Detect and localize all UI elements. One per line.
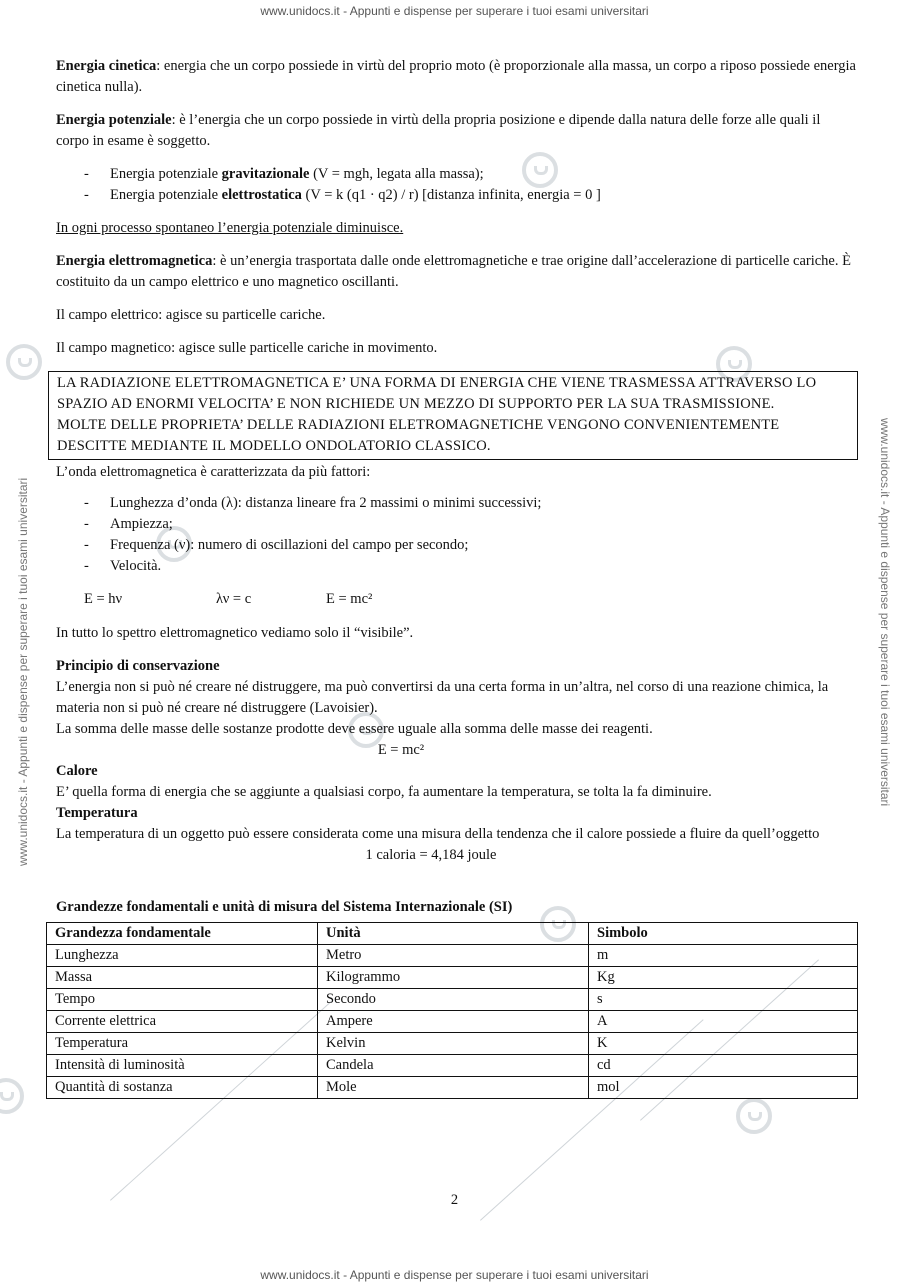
item-text: (V = mgh, legata alla massa); <box>309 166 484 182</box>
paragraph-spettro: In tutto lo spettro elettromagnetico vediamo solo il “visibile”. <box>56 625 414 641</box>
table-cell: Mole <box>318 1077 589 1099</box>
item-bold: elettrostatica <box>221 187 302 203</box>
table-cell: mol <box>589 1077 858 1099</box>
list-energia-potenziale <box>56 164 856 206</box>
table-row <box>47 1055 858 1077</box>
item-text: (V = k (q1 · q2) / r) [distanza infinita, energia = 0 ] <box>301 187 601 203</box>
table-cell: Metro <box>318 945 589 967</box>
document-body <box>56 56 856 1099</box>
page-number: 2 <box>450 1192 459 1208</box>
item-text: Energia potenziale <box>110 187 222 203</box>
formula-einstein: E = mc² <box>326 591 373 607</box>
watermark-logo-icon <box>0 1078 24 1114</box>
list-item: - Frequenza (ν): numero di oscillazioni del campo per secondo; <box>56 535 856 556</box>
heading-conservazione: Principio di conservazione <box>56 658 220 674</box>
table-row <box>47 989 858 1011</box>
list-item: - Velocità. <box>56 556 856 577</box>
heading-calore: Calore <box>56 763 98 779</box>
table-cell: Ampere <box>318 1011 589 1033</box>
table-cell: Intensità di luminosità <box>47 1055 318 1077</box>
paragraph-energia-elettromagnetica <box>56 251 856 293</box>
text-energia-elettromagnetica: : è un’energia trasportata dalle onde elettromagnetiche e trae origine dall’accelerazione di particelle cariche. È costituito da un campo elettrico e uno magnetico oscillanti. <box>56 253 851 290</box>
table-header-row <box>47 923 858 945</box>
boxed-note-line: MOLTE DELLE PROPRIETA’ DELLE RADIAZIONI ELETROMAGNETICHE VENGONO CONVENIENTEMENTE DESCITTE MEDIANTE IL MODELLO ONDOLATORIO CLASSICO. <box>57 417 780 454</box>
table-cell: Candela <box>318 1055 589 1077</box>
table-cell: Kg <box>589 967 858 989</box>
table-cell: s <box>589 989 858 1011</box>
table-row <box>47 967 858 989</box>
column-header: Grandezza fondamentale <box>47 923 318 945</box>
table-cell: Tempo <box>47 989 318 1011</box>
formula-caloria: 1 caloria = 4,184 joule <box>365 847 497 863</box>
column-header: Unità <box>318 923 589 945</box>
text-energia-cinetica: : energia che un corpo possiede in virtù del proprio moto (è proporzionale alla massa, un corpo a riposo possiede energia cinetica nulla). <box>56 58 856 95</box>
item-text: Energia potenziale <box>110 166 222 182</box>
column-header: Simbolo <box>589 923 858 945</box>
list-onda-fattori <box>56 493 856 577</box>
si-units-table <box>46 922 858 1099</box>
watermark-footer: www.unidocs.it - Appunti e dispense per superare i tuoi esami universitari <box>260 1268 649 1282</box>
table-row <box>47 1033 858 1055</box>
paragraph-campo-magnetico: Il campo magnetico: agisce sulle particelle cariche in movimento. <box>56 340 438 356</box>
table-cell: Quantità di sostanza <box>47 1077 318 1099</box>
formula-row <box>56 589 856 611</box>
table-cell: Lunghezza <box>47 945 318 967</box>
list-item: - Lunghezza d’onda (λ): distanza lineare fra 2 massimi o minimi successivi; <box>56 493 856 514</box>
boxed-note-line: LA RADIAZIONE ELETTROMAGNETICA E’ UNA FORMA DI ENERGIA CHE VIENE TRASMESSA ATTRAVERSO LO SPAZIO AD ENORMI VELOCITA’ E NON RICHIEDE UN MEZZO DI SUPPORTO PER LA SUA TRASMISSIONE. <box>57 375 817 412</box>
list-item <box>56 164 856 185</box>
table-cell: cd <box>589 1055 858 1077</box>
table-row <box>47 945 858 967</box>
paragraph-conservazione: L’energia non si può né creare né distruggere, ma può convertirsi da una certa forma in un’altra, nel corso di una reazione chimica, la materia non si può né creare né distruggere (Lavoisier). <box>56 679 829 716</box>
boxed-note <box>48 371 858 460</box>
formula-conservazione: E = mc² <box>377 742 425 758</box>
table-cell: m <box>589 945 858 967</box>
heading-si: Grandezze fondamentali e unità di misura del Sistema Internazionale (SI) <box>56 899 513 915</box>
list-item <box>56 185 856 206</box>
paragraph-energia-cinetica <box>56 56 856 98</box>
term-energia-potenziale: Energia potenziale <box>56 112 172 128</box>
table-cell: Temperatura <box>47 1033 318 1055</box>
table-row <box>47 1077 858 1099</box>
paragraph-temperatura: La temperatura di un oggetto può essere considerata come una misura della tendenza che il calore possiede a fluire da quell’oggetto <box>56 826 820 842</box>
formula-planck: E = hν <box>84 591 123 607</box>
paragraph-campo-elettrico: Il campo elettrico: agisce su particelle cariche. <box>56 307 326 323</box>
term-energia-cinetica: Energia cinetica <box>56 58 157 74</box>
paragraph-calore: E’ quella forma di energia che se aggiunte a qualsiasi corpo, fa aumentare la temperatura, se tolta la fa diminuire. <box>56 784 712 800</box>
table-row <box>47 1011 858 1033</box>
list-item: - Ampiezza; <box>56 514 856 535</box>
paragraph-energia-potenziale <box>56 110 856 152</box>
table-cell: Secondo <box>318 989 589 1011</box>
paragraph-conservazione-masse: La somma delle masse delle sostanze prodotte deve essere uguale alla somma delle masse dei reagenti. <box>56 721 653 737</box>
heading-temperatura: Temperatura <box>56 805 138 821</box>
table-cell: Corrente elettrica <box>47 1011 318 1033</box>
table-cell: Kelvin <box>318 1033 589 1055</box>
watermark-side-left: www.unidocs.it - Appunti e dispense per superare i tuoi esami universitari <box>16 477 30 866</box>
paragraph-onda-intro: L’onda elettromagnetica è caratterizzata da più fattori: <box>56 464 371 480</box>
table-cell: Kilogrammo <box>318 967 589 989</box>
watermark-side-right: www.unidocs.it - Appunti e dispense per superare i tuoi esami universitari <box>878 418 892 807</box>
formula-wave: λν = c <box>216 591 252 607</box>
item-bold: gravitazionale <box>221 166 310 182</box>
watermark-logo-icon <box>6 344 42 380</box>
watermark-header: www.unidocs.it - Appunti e dispense per superare i tuoi esami universitari <box>260 4 649 18</box>
watermark-logo-icon <box>736 1098 772 1134</box>
term-energia-elettromagnetica: Energia elettromagnetica <box>56 253 213 269</box>
paragraph-processo-spontaneo: In ogni processo spontaneo l’energia potenziale diminuisce. <box>56 220 404 236</box>
table-cell: Massa <box>47 967 318 989</box>
table-cell: K <box>589 1033 858 1055</box>
text-energia-potenziale: : è l’energia che un corpo possiede in virtù della propria posizione e dipende dalla natura delle forze alle quali il corpo in esame è soggetto. <box>56 112 821 149</box>
table-cell: A <box>589 1011 858 1033</box>
